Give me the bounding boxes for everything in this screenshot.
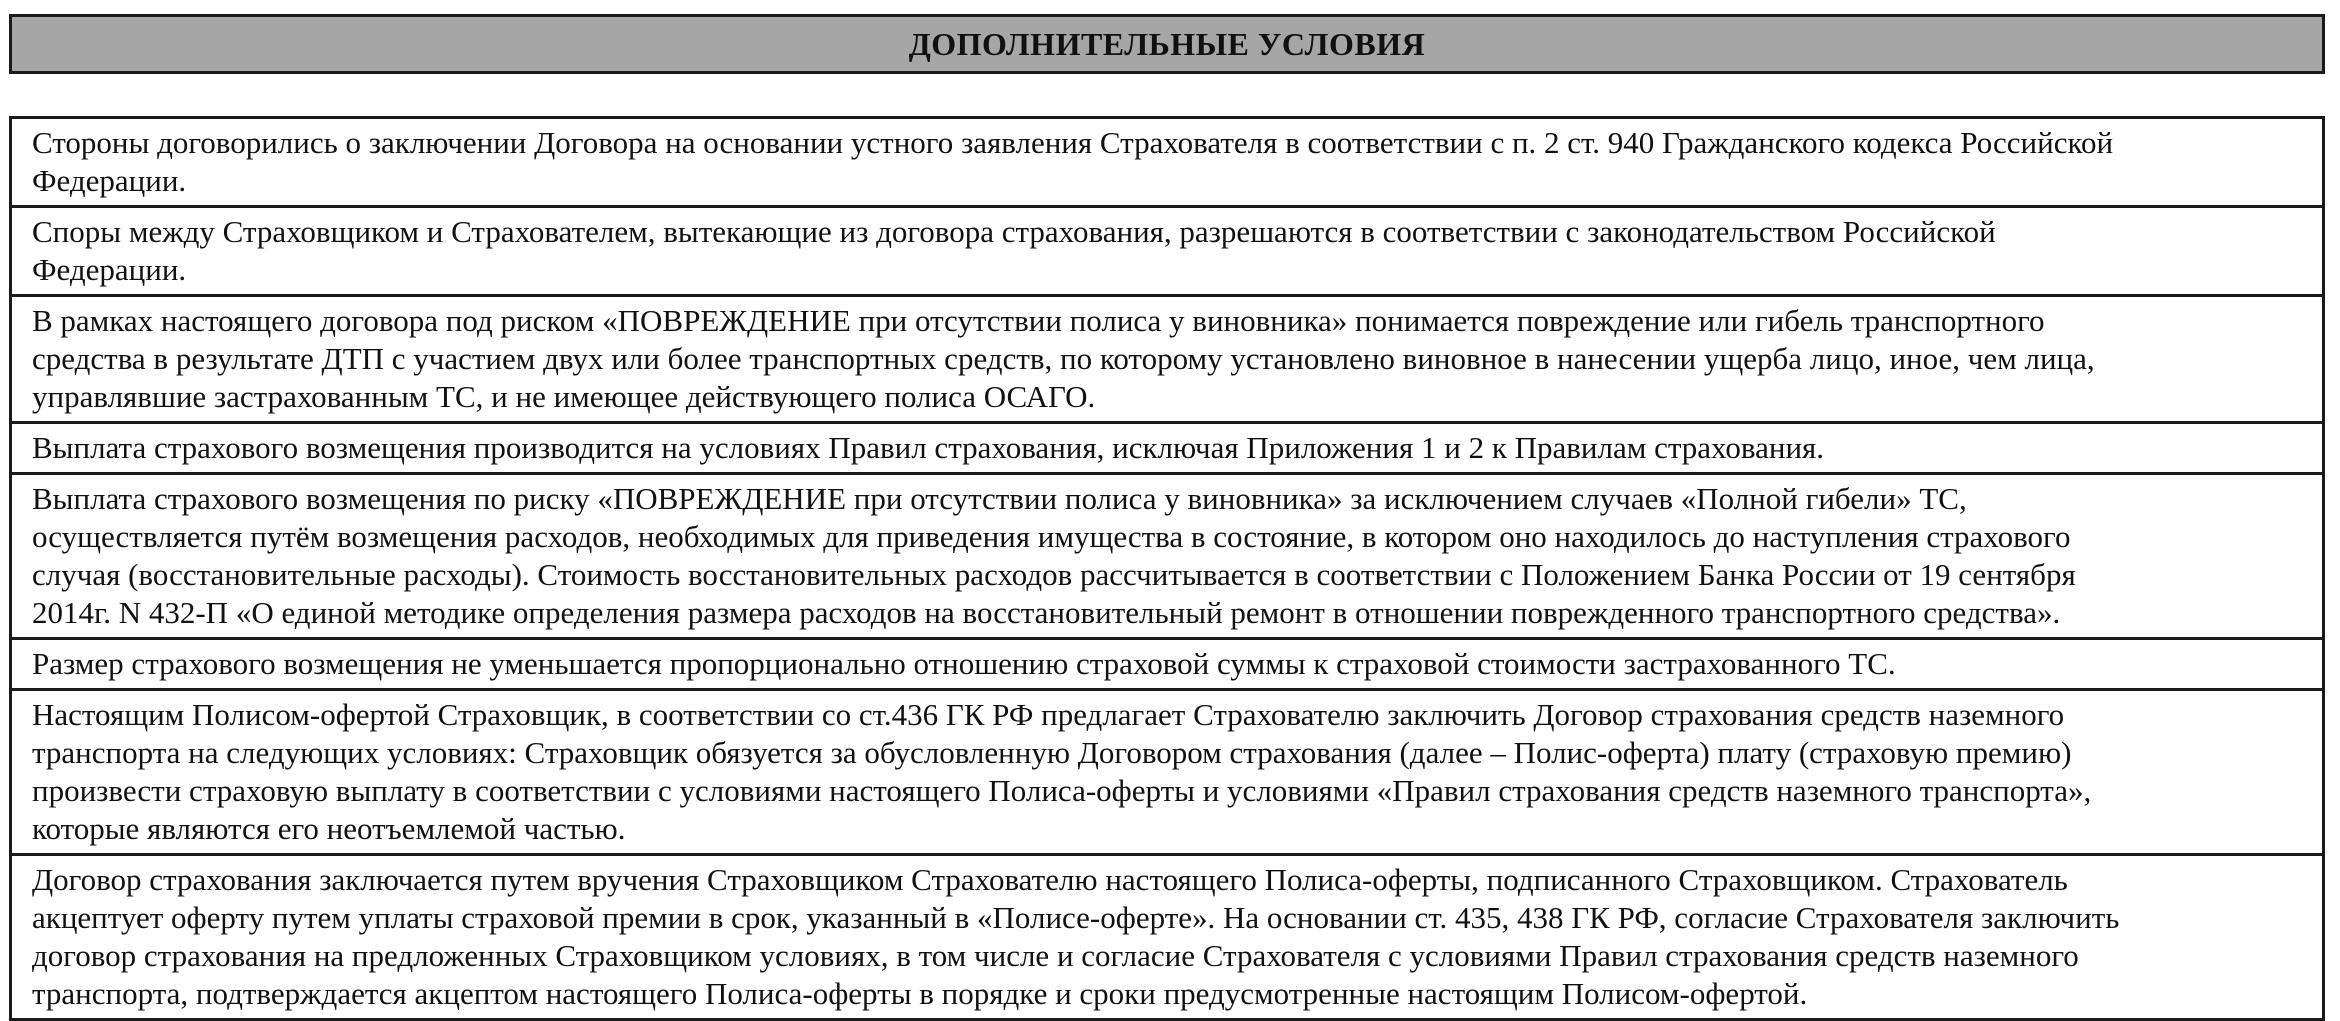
section-header xyxy=(9,14,2325,74)
condition-line: акцептует оферту путем уплаты страховой премии в срок, указанный в «Полисе-оферте». На основании ст. 435, 438 ГК РФ, согласие Страхователя заключить xyxy=(32,900,2120,935)
condition-line: Настоящим Полисом-офертой Страховщик, в соответствии со ст.436 ГК РФ предлагает Страхователю заключить Договор страхования средств наземного xyxy=(32,697,2065,732)
condition-row-8 xyxy=(12,856,2322,1021)
condition-line: Споры между Страховщиком и Страхователем, вытекающие из договора страхования, разрешаются в соответствии с законодательством Российской xyxy=(32,214,1996,249)
condition-row-6 xyxy=(12,640,2322,691)
condition-row-4 xyxy=(12,424,2322,475)
condition-row-1 xyxy=(12,119,2322,208)
condition-line: В рамках настоящего договора под риском «ПОВРЕЖДЕНИЕ при отсутствии полиса у виновника» понимается повреждение или гибель транспортного xyxy=(32,303,2045,338)
condition-row-2 xyxy=(12,208,2322,297)
section-title: ДОПОЛНИТЕЛЬНЫЕ УСЛОВИЯ xyxy=(908,25,1426,62)
condition-row-5 xyxy=(12,475,2322,640)
condition-line: договор страхования на предложенных Страховщиком условиях, в том числе и согласие Страхователя с условиями Правил страхования средств наземного xyxy=(32,938,2079,973)
condition-row-3 xyxy=(12,297,2322,424)
condition-line: Стороны договорились о заключении Договора на основании устного заявления Страхователя в соответствии с п. 2 ст. 940 Гражданского кодекса Российской xyxy=(32,125,2114,160)
condition-line: Федерации. xyxy=(32,163,187,198)
condition-row-7 xyxy=(12,691,2322,856)
condition-line: средства в результате ДТП с участием двух или более транспортных средств, по которому установлено виновное в нанесении ущерба лицо, иное, чем лица, xyxy=(32,341,2095,376)
condition-line: Выплата страхового возмещения по риску «ПОВРЕЖДЕНИЕ при отсутствии полиса у виновника» за исключением случаев «Полной гибели» ТС, xyxy=(32,481,1967,516)
condition-line: произвести страховую выплату в соответствии с условиями настоящего Полиса-оферты и условиями «Правил страхования средств наземного транспорта», xyxy=(32,773,2092,808)
condition-line: случая (восстановительные расходы). Стоимость восстановительных расходов рассчитывается в соответствии с Положением Банка России от 19 сентября xyxy=(32,557,2076,592)
conditions-table xyxy=(9,116,2325,1021)
condition-line: Размер страхового возмещения не уменьшается пропорционально отношению страховой суммы к страховой стоимости застрахованного ТС. xyxy=(32,646,1896,681)
condition-line: Федерации. xyxy=(32,252,187,287)
condition-line: которые являются его неотъемлемой частью. xyxy=(32,811,626,846)
condition-line: транспорта на следующих условиях: Страховщик обязуется за обусловленную Договором страхования (далее – Полис-оферта) плату (страховую премию) xyxy=(32,735,2072,770)
condition-line: управлявшие застрахованным ТС, и не имеющее действующего полиса ОСАГО. xyxy=(32,379,1096,414)
condition-line: транспорта, подтверждается акцептом настоящего Полиса-оферты в порядке и сроки предусмотренные настоящим Полисом-офертой. xyxy=(32,976,1808,1011)
condition-line: Договор страхования заключается путем вручения Страховщиком Страхователю настоящего Полиса-оферты, подписанного Страховщиком. Страхователь xyxy=(32,862,2068,897)
condition-line: осуществляется путём возмещения расходов, необходимых для приведения имущества в состояние, в котором оно находилось до наступления страхового xyxy=(32,519,2071,554)
condition-line: 2014г. N 432-П «О единой методике определения размера расходов на восстановительный ремонт в отношении поврежденного транспортного средства». xyxy=(32,595,2061,630)
condition-line: Выплата страхового возмещения производится на условиях Правил страхования, исключая Приложения 1 и 2 к Правилам страхования. xyxy=(32,430,1825,465)
